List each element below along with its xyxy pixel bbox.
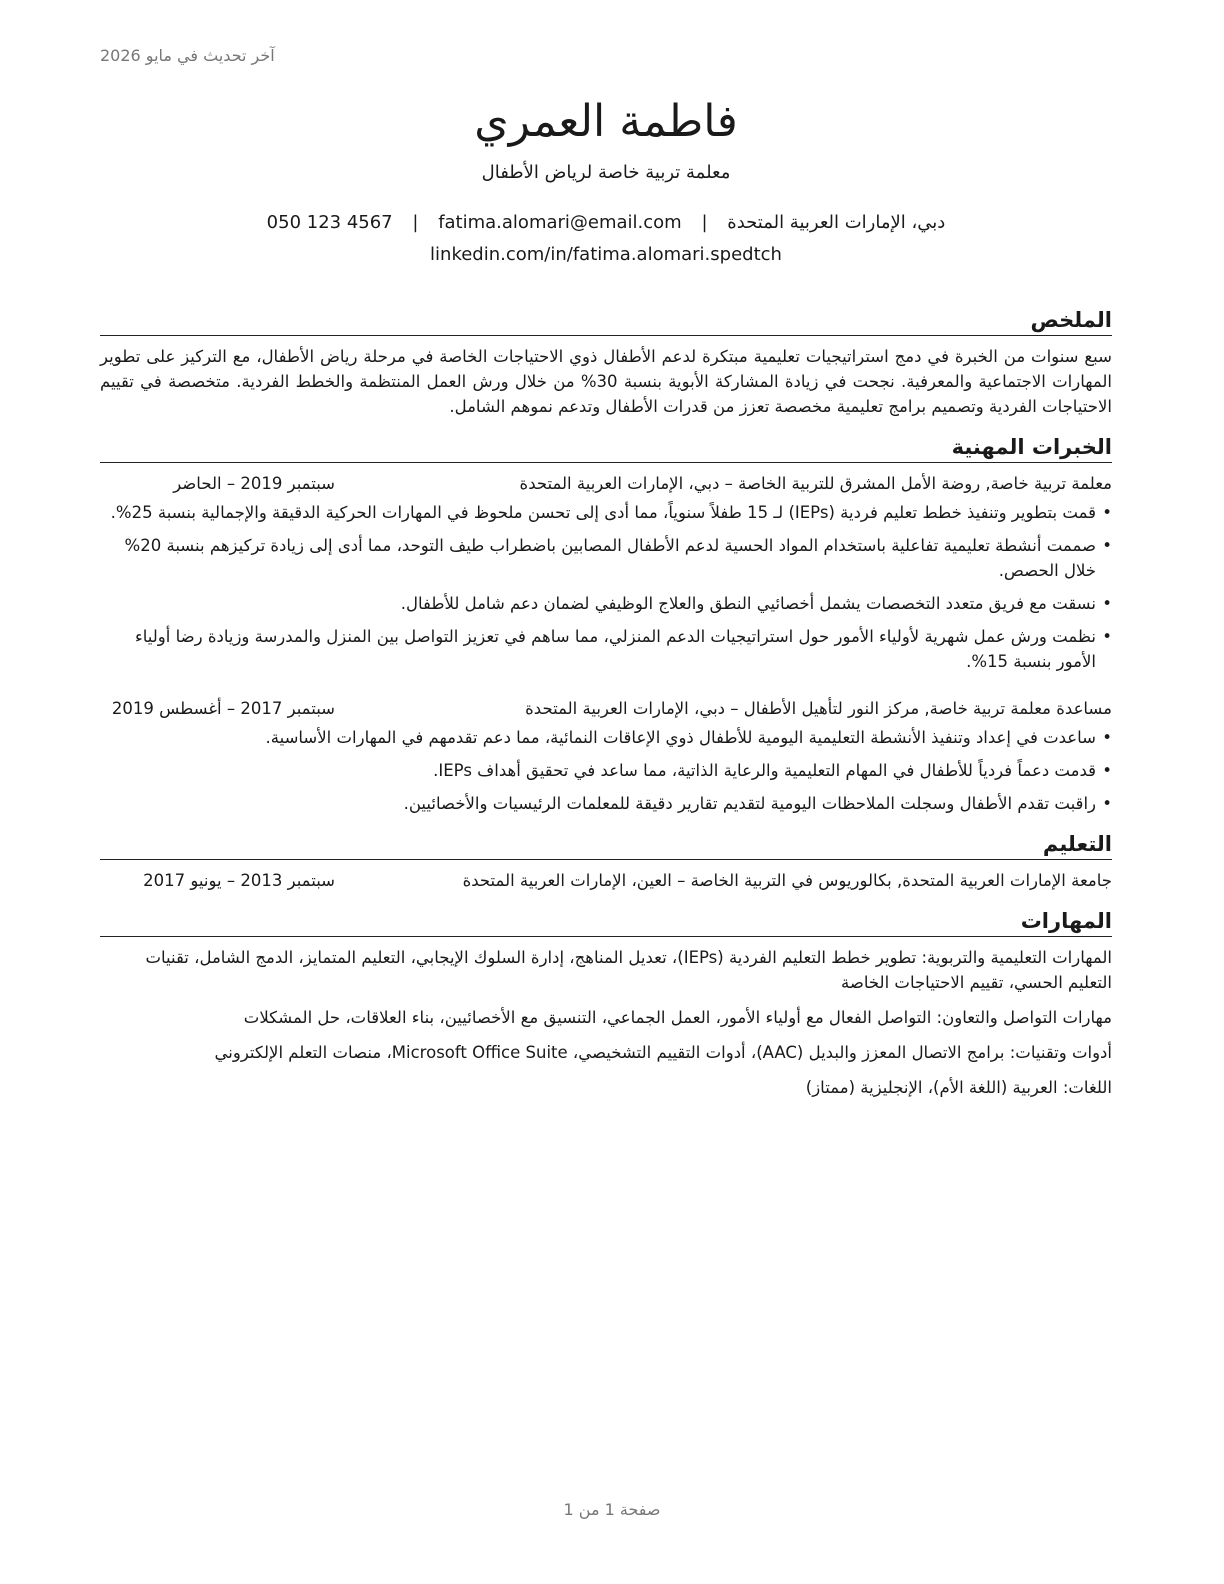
job-role: مساعدة معلمة تربية خاصة, مركز النور لتأهيل الأطفال – دبي، الإمارات العربية المتحدة (525, 699, 1112, 718)
job-bullet: • نسقت مع فريق متعدد التخصصات يشمل أخصائيي النطق والعلاج الوظيفي لضمان دعم شامل للأطفال. (100, 591, 1112, 616)
contact-phone: 050 123 4567 (266, 212, 393, 233)
job-dates: سبتمبر 2019 – الحاضر (173, 474, 335, 493)
education-section (100, 830, 1112, 893)
experience-section (100, 433, 1112, 816)
job-entry (100, 696, 1112, 816)
job-bullets (100, 500, 1112, 674)
experience-heading: الخبرات المهنية (100, 433, 1112, 463)
skills-heading: المهارات (100, 907, 1112, 937)
summary-section (100, 306, 1112, 419)
job-dates: سبتمبر 2017 – أغسطس 2019 (111, 699, 335, 718)
education-heading: التعليم (100, 830, 1112, 860)
education-dates: سبتمبر 2013 – يونيو 2017 (143, 871, 335, 890)
contact-separator: | (701, 212, 708, 233)
last-updated-text: آخر تحديث في مايو 2026 (100, 46, 275, 65)
skills-section (100, 907, 1112, 1100)
job-bullets (100, 725, 1112, 816)
job-bullet: • راقبت تقدم الأطفال وسجلت الملاحظات اليومية لتقديم تقارير دقيقة للمعلمات الرئيسيات والأخصائيين. (100, 791, 1112, 816)
job-bullet: • قمت بتطوير وتنفيذ خطط تعليم فردية (IEPs) لـ 15 طفلاً سنوياً، مما أدى إلى تحسن ملحوظ في المهارات الحركية الدقيقة والإجمالية بنسبة 25%. (100, 500, 1112, 525)
skill-line: المهارات التعليمية والتربوية: تطوير خطط التعليم الفردية (IEPs)، تعديل المناهج، إدارة السلوك الإيجابي، التعليم المتمايز، الدمج الشامل، تقنيات التعليم الحسي، تقييم الاحتياجات الخاصة (145, 948, 1112, 992)
summary-heading: الملخص (100, 306, 1112, 336)
contact-info (100, 208, 1112, 238)
job-entry (100, 471, 1112, 674)
resume-page (100, 0, 1112, 1110)
job-role: معلمة تربية خاصة, روضة الأمل المشرق للتربية الخاصة – دبي، الإمارات العربية المتحدة (519, 474, 1112, 493)
candidate-title: معلمة تربية خاصة لرياض الأطفال (481, 162, 731, 183)
summary-text: سبع سنوات من الخبرة في دمج استراتيجيات تعليمية مبتكرة لدعم الأطفال ذوي الاحتياجات الخاصة في مرحلة رياض الأطفال، مع التركيز على تطوير المهارات الاجتماعية والمعرفية. نجحت في زيادة المشاركة الأبوية بنسبة 30% من خلال ورش العمل المنتظمة والخطط الفردية. متخصصة في تقييم الاحتياجات الفردية وتصميم برامج تعليمية مخصصة تعزز من قدرات الأطفال وتدعم نموهم الشامل. (100, 347, 1112, 416)
job-bullet: • قدمت دعماً فردياً للأطفال في المهام التعليمية والرعاية الذاتية، مما ساعد في تحقيق أهداف IEPs. (100, 758, 1112, 783)
skill-line: مهارات التواصل والتعاون: التواصل الفعال مع أولياء الأمور، العمل الجماعي، التنسيق مع الأخصائيين، بناء العلاقات، حل المشكلات (243, 1008, 1112, 1027)
candidate-name: فاطمة العمري (474, 96, 738, 147)
skill-line: أدوات وتقنيات: برامج الاتصال المعزز والبديل (AAC)، أدوات التقييم التشخيصي، Microsoft Office Suite، منصات التعلم الإلكتروني (214, 1043, 1112, 1062)
job-bullet: • ساعدت في إعداد وتنفيذ الأنشطة التعليمية اليومية للأطفال ذوي الإعاقات النمائية، مما دعم تقدمهم في المهارات الأساسية. (100, 725, 1112, 750)
job-bullet: • نظمت ورش عمل شهرية لأولياء الأمور حول استراتيجيات الدعم المنزلي، مما ساهم في تعزيز التواصل بين المنزل والمدرسة وزيادة رضا أولياء الأمور بنسبة 15%. (100, 624, 1112, 674)
contact-email[interactable]: fatima.alomari@email.com (438, 212, 682, 233)
contact-linkedin[interactable]: linkedin.com/in/fatima.alomari.spedtch (430, 244, 782, 265)
contact-separator: | (412, 212, 419, 233)
job-bullet: • صممت أنشطة تعليمية تفاعلية باستخدام المواد الحسية لدعم الأطفال المصابين باضطراب طيف التوحد، مما أدى إلى زيادة تركيزهم بنسبة 20% خلال الحصص. (100, 533, 1112, 583)
education-entry: جامعة الإمارات العربية المتحدة, بكالوريوس في التربية الخاصة – العين، الإمارات العربية المتحدة (462, 871, 1112, 890)
contact-location: دبي، الإمارات العربية المتحدة (727, 212, 946, 233)
skill-line: اللغات: العربية (اللغة الأم)، الإنجليزية (ممتاز) (805, 1078, 1112, 1097)
page-number: صفحة 1 من 1 (563, 1500, 661, 1519)
